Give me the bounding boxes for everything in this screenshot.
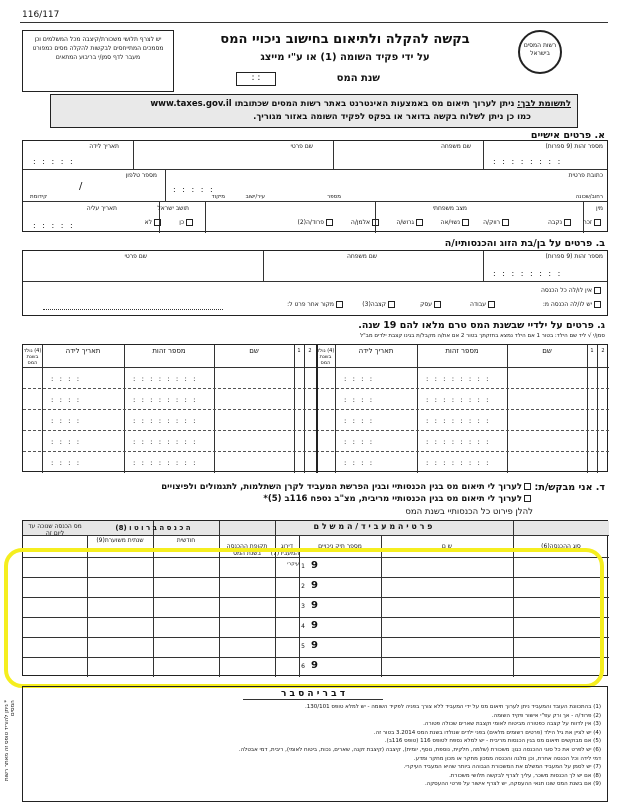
resident-label: תושב ישראל: [157, 205, 189, 212]
child-birth-input[interactable]: : : : :: [51, 375, 82, 383]
spouse-income-other-option[interactable]: מקור אחר פרט ל:: [287, 301, 345, 308]
child-birth-input[interactable]: : : : :: [344, 375, 375, 383]
children-row-line: [23, 409, 316, 410]
tax-year-label: שנת המס: [336, 73, 380, 84]
explanation-line: (9) אם בשנת המס שונו תנאי ההעסקה, יש לצרף אישור על פרטי ההעסקה.: [424, 781, 601, 788]
explanations-title: ד ב ר י ה ס ב ר: [243, 689, 383, 700]
children-col-header: מספר זהות: [152, 347, 186, 355]
status-single-option[interactable]: רווק/ה: [483, 219, 511, 226]
children-row-line: [316, 451, 609, 452]
aliya-date-label: תאריך עליה: [86, 205, 117, 212]
status-married-option[interactable]: נשוי/אה: [440, 219, 471, 226]
spouse-id-label: מספר זהות (9 ספרות): [545, 253, 603, 260]
child-id-input[interactable]: : : : : : : : :: [426, 438, 491, 446]
birth-date-input[interactable]: : : : : :: [33, 157, 75, 166]
explanation-line: (2) פרוד/ה - אך ורק עפ"י אישור פקיד השומה.: [491, 712, 601, 719]
children-col-header: תאריך לידה: [65, 347, 101, 355]
house-number-label: מספר: [327, 194, 341, 200]
employer-row-number: 3: [301, 603, 305, 610]
child-birth-input[interactable]: : : : :: [344, 459, 375, 467]
phone-separator: /: [79, 181, 83, 192]
top-rule: [20, 22, 608, 23]
child-id-input[interactable]: : : : : : : : :: [133, 396, 198, 404]
children-header-rule: [23, 367, 316, 368]
children-col-header: 1: [297, 348, 301, 354]
employer-rank-header: דירוג המעביד(7): [270, 543, 299, 557]
child-birth-input[interactable]: : : : :: [51, 417, 82, 425]
child-birth-input[interactable]: : : : :: [344, 438, 375, 446]
spouse-has-income-option[interactable]: יש לו/לה הכנסה מ:: [543, 301, 603, 308]
employer-row-number: 4: [301, 623, 305, 630]
employer-row-number: 6: [301, 663, 305, 670]
children-table: [22, 344, 608, 472]
aliya-date-input[interactable]: : : : : :: [33, 221, 75, 230]
child-id-input[interactable]: : : : : : : : :: [426, 417, 491, 425]
employer-row-number: 5: [301, 643, 305, 650]
explanations-list: [53, 703, 601, 789]
explanation-line: (5) אם מבוקשים תיאום מס בגין הכנסות מריבית - יש למלא נספח לטופס 116 (טופס 116ב).: [384, 738, 601, 745]
gross-income-group-header: ה כ נ ס ה ב ר ו ט ו (8): [115, 524, 191, 532]
child-id-input[interactable]: : : : : : : : :: [426, 459, 491, 467]
children-row-line: [23, 430, 316, 431]
zip-input[interactable]: : : : : :: [173, 185, 215, 194]
children-col-header: תאריך לידה: [358, 347, 394, 355]
section-c-note: סמן/י √ ליד שם הילד: בטור 1 אם הילד נמצא בחזקתך בטור 2 אם את/ה מקבל/ת בגינו קצבת ילדים מב"ל: [360, 333, 605, 339]
notice-box: [50, 94, 578, 128]
attachments-note: יש לצרף תלושי משכורת/קיצבה מכל המשלמים וכן מסמכים המתייחסים לבקשות להקלה מסים כמפורט מעבר לדף סמן/י בריבוע המתאים: [22, 30, 174, 92]
id-input[interactable]: : : : : : : : :: [493, 157, 563, 166]
section-a-heading: א. פרטים אישיים: [530, 130, 605, 141]
explanation-line: (3) אין לדווח על קצבה כפטורה מביטוח לאומי וקצבת שארים שכולה פטורה.: [423, 721, 601, 728]
form-subtitle: על ידי פקיד השומה (1) או ע"י מייצג: [260, 52, 430, 63]
highlight-marker: [4, 548, 604, 688]
address-label: כתובת פרטית: [568, 172, 603, 179]
employer-row-tag: עיקרי: [287, 561, 299, 567]
explanation-line: (1) בהתכוונת העובד והמעביד ניתן לערוך תיאום מס על ידי המעביד ללא צורך בפניה לפקיד השומה - יש למלא טופס 130/101.: [305, 704, 601, 710]
spouse-id-input[interactable]: : : : : : : : :: [493, 269, 563, 278]
gross-monthly-header: חודשית: [176, 537, 196, 544]
child-id-input[interactable]: : : : : : : : :: [426, 375, 491, 383]
employers-group-header: פ ר ט י ה מ ע ב י ד / ה מ ש ל ם: [313, 522, 433, 531]
gender-female-option[interactable]: נקבה: [548, 219, 573, 226]
explanation-line: (4) יש לציין את גיל הילד (פרטים רשומים מלאים) בפני ילדים שנולדו בשנת המס 3.2014 בטור זה.: [373, 729, 601, 736]
children-col-header: שם: [542, 347, 552, 355]
gross-annual-header: שנתית משוערת(9): [96, 537, 144, 544]
child-birth-input[interactable]: : : : :: [344, 396, 375, 404]
tax-year-field[interactable]: : :: [236, 72, 276, 86]
children-col-header: 1: [590, 348, 594, 354]
request-option-2[interactable]: לערוך לי תיאום מס בגין הכנסותיי מריבית, מצ"ב נספח 116ב (5)*: [263, 494, 533, 504]
employer-file-number-input[interactable]: 9: [311, 640, 318, 651]
notice-label: לתשומת לבך:: [517, 99, 571, 109]
children-col-header: (4) נולד בשנת המס: [23, 348, 42, 366]
employer-row-number: 1: [301, 563, 305, 570]
gender-male-option[interactable]: זכר: [583, 219, 603, 226]
first-name-label: שם פרטי: [290, 143, 313, 150]
child-id-input[interactable]: : : : : : : : :: [133, 417, 198, 425]
section-a-box: [22, 140, 608, 232]
status-divorced-option[interactable]: גרוש/ה: [396, 219, 425, 226]
side-download-note: * ניתן להוריד טופס זה מאתר רשות המסים: [4, 700, 16, 782]
employer-file-number-input[interactable]: 9: [311, 600, 318, 611]
explanation-line: (6) יש לפרט את כל סוגי ההכנסה כגון: משכורת (שלמה, חלקית, נוספת, נוסף, יומית), קיצבה (קיצבת זקנה, שארים, נכות, ביטוח לאומי), ריבית, דמי אבטלה.: [238, 746, 601, 753]
spouse-other-income-input[interactable]: [43, 309, 223, 310]
gender-label: מין: [595, 205, 603, 212]
resident-yes-option[interactable]: כן: [179, 219, 195, 226]
income-period-header: תקופת ההכנסה בשנת המס: [226, 543, 268, 557]
explanations-box: [22, 686, 608, 802]
children-row-line: [23, 388, 316, 389]
logo-text: רשות המסים בישראל: [523, 42, 557, 57]
employer-file-number-input[interactable]: 9: [311, 660, 318, 671]
child-id-input[interactable]: : : : : : : : :: [133, 459, 198, 467]
city-label: עיר/ישוב: [245, 194, 265, 200]
spouse-family-label: שם משפחה: [346, 253, 377, 260]
status-separated-option[interactable]: פרוד/ה(2): [298, 219, 336, 226]
section-b-box: [22, 250, 608, 316]
spouse-income-work-option[interactable]: עבודה: [470, 301, 497, 308]
child-birth-input[interactable]: : : : :: [344, 417, 375, 425]
children-col-header: 2: [601, 348, 605, 354]
children-row-line: [316, 388, 609, 389]
child-birth-input[interactable]: : : : :: [51, 396, 82, 404]
child-id-input[interactable]: : : : : : : : :: [426, 396, 491, 404]
notice-line1: ניתן לערוך תיאום מס באמצעות האינטרנט באתר רשות המסים שכתובתו www.taxes.gov.il: [150, 99, 515, 109]
children-col-header: (4) נולד בשנת המס: [316, 348, 335, 366]
section-c-heading: ג. פרטים על ילדיי שבשנת המס טרם מלאו להם 19 שנה.: [358, 320, 605, 331]
birth-date-label: תאריך לידה: [89, 143, 119, 150]
employer-file-number-input[interactable]: 9: [311, 620, 318, 631]
tax-deducted-header: מס הכנסה שנוכה עד ליום זה: [28, 523, 82, 537]
employer-row-number: 2: [301, 583, 305, 590]
children-row-line: [316, 430, 609, 431]
children-row-line: [23, 451, 316, 452]
spouse-first-label: שם פרטי: [124, 253, 147, 260]
status-widowed-option[interactable]: אלמן/ה: [351, 219, 381, 226]
explanation-line: (7) יש לסמן על המעביד המשלם את המשכורת הגבוהה ביותר שהיא המעביד העיקרי.: [403, 764, 601, 771]
child-birth-input[interactable]: : : : :: [51, 438, 82, 446]
resident-no-option[interactable]: לא: [145, 219, 163, 226]
marital-status-label: מצב משפחתי: [432, 205, 467, 212]
phone-label: מספר טלפון: [125, 172, 157, 179]
family-label: שם משפחה: [440, 143, 471, 150]
explanation-line: (8) אם יש לך הכנסות משכר, עליך לצרף לבקשה תלושי משכורת.: [449, 772, 601, 779]
zip-label: מיקוד: [211, 194, 225, 200]
spouse-no-income-option[interactable]: אין לו/לה כל הכנסה: [541, 287, 603, 294]
employers-header-rule: [23, 535, 609, 536]
children-table-divider: [316, 345, 318, 473]
employer-file-number-input[interactable]: 9: [311, 560, 318, 571]
request-option-1[interactable]: לערוך לי תיאום מס בגין הכנסותיי ובגין הפרשת המעביד לקרן השתלמות, לתגמולים ולפיצויים: [161, 482, 533, 492]
children-row-line: [316, 409, 609, 410]
id-label: מספר זהות (9 ספרות): [545, 143, 603, 150]
form-number: 116/117: [22, 10, 60, 20]
spouse-income-business-option[interactable]: עסק: [420, 301, 443, 308]
income-type-header: סוג ההכנסה(6): [541, 543, 581, 550]
spouse-income-pension-option[interactable]: קצבה(3): [362, 301, 397, 308]
area-code-label: קידומת: [30, 194, 47, 200]
file-number-header: מספר תיק ניכויים: [318, 543, 362, 550]
children-col-header: 2: [308, 348, 312, 354]
child-id-input[interactable]: : : : : : : : :: [133, 438, 198, 446]
form-title: בקשה להקלה ולתיאום בחישוב ניכויי המס: [220, 32, 470, 47]
children-col-header: שם: [249, 347, 259, 355]
children-header-rule: [316, 367, 609, 368]
notice-line2: כמו כן ניתן לשלוח בקשה בדואר או בפקס לפקיד השומה באזור מגוריך.: [253, 112, 531, 122]
street-label: רחוב/שכונה: [575, 194, 603, 200]
employer-file-number-input[interactable]: 9: [311, 580, 318, 591]
employer-name-header: ש ם: [441, 543, 453, 550]
child-id-input[interactable]: : : : : : : : :: [133, 375, 198, 383]
section-b-heading: ב. פרטים על בן/בת הזוג והכנסותיו/ה: [444, 238, 605, 249]
section-d-heading: ד. אני מבקש/ת:: [534, 482, 605, 493]
explanation-line: דמי לידה וכל הכנסה אחרת, וכן מלגה והכנסה ממכון מחקר או מכון מחקר ומדע.: [413, 755, 601, 762]
child-birth-input[interactable]: : : : :: [51, 459, 82, 467]
children-col-header: מספר זהות: [445, 347, 479, 355]
request-option-3: להלן פירוט כל הכנסותיי בשנת המס: [405, 507, 533, 517]
